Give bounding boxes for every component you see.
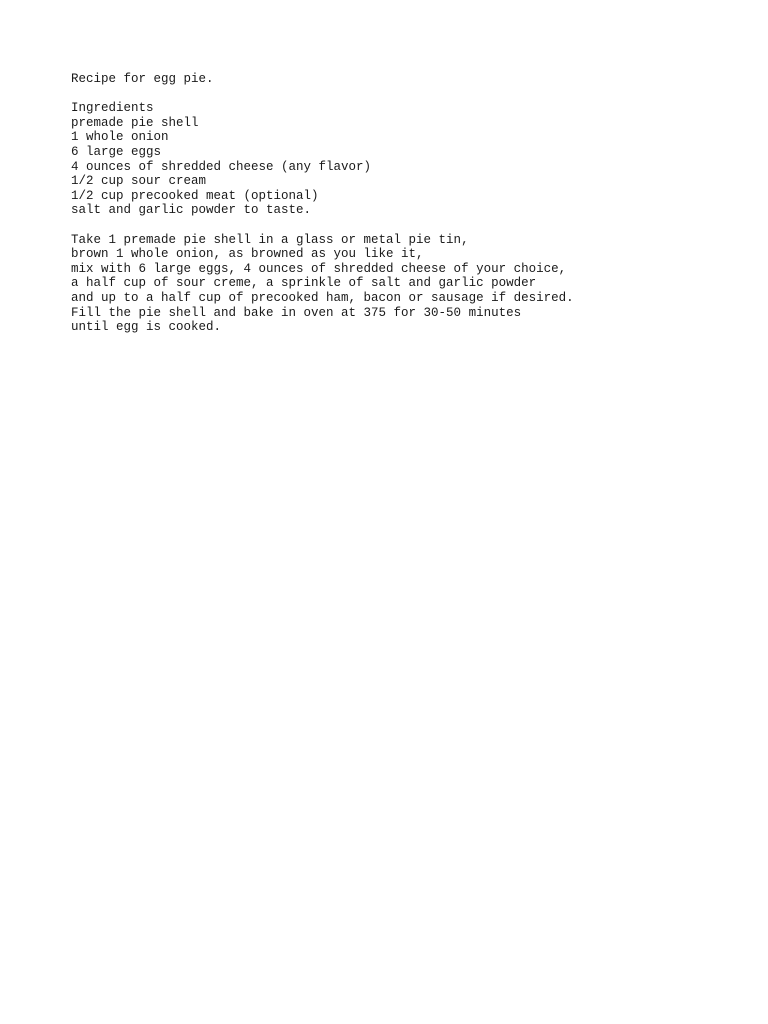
ingredient-item: 6 large eggs (71, 144, 162, 159)
ingredient-item: salt and garlic powder to taste. (71, 203, 312, 218)
instruction-line: a half cup of sour creme, a sprinkle of salt and garlic powder (71, 276, 537, 291)
ingredient-item: 1/2 cup sour cream (71, 174, 207, 189)
instruction-line: and up to a half cup of precooked ham, bacon or sausage if desired. (71, 290, 574, 305)
instruction-line: until egg is cooked. (71, 320, 222, 335)
instructions-paragraph (71, 233, 751, 335)
ingredient-item: premade pie shell (71, 115, 199, 130)
ingredient-item: 4 ounces of shredded cheese (any flavor) (71, 159, 372, 174)
ingredient-item: 1/2 cup precooked meat (optional) (71, 188, 319, 203)
document-page (71, 72, 751, 335)
blank-line (71, 87, 751, 102)
instruction-line: brown 1 whole onion, as browned as you like it, (71, 247, 424, 262)
ingredient-item: 1 whole onion (71, 130, 169, 145)
instruction-line: Fill the pie shell and bake in oven at 375 for 30-50 minutes (71, 305, 522, 320)
blank-line (71, 218, 751, 233)
instruction-line: Take 1 premade pie shell in a glass or metal pie tin, (71, 232, 469, 247)
document-title: Recipe for egg pie. (71, 72, 214, 86)
ingredients-list (71, 116, 751, 218)
instruction-line: mix with 6 large eggs, 4 ounces of shredded cheese of your choice, (71, 261, 567, 276)
ingredients-heading: Ingredients (71, 101, 154, 116)
